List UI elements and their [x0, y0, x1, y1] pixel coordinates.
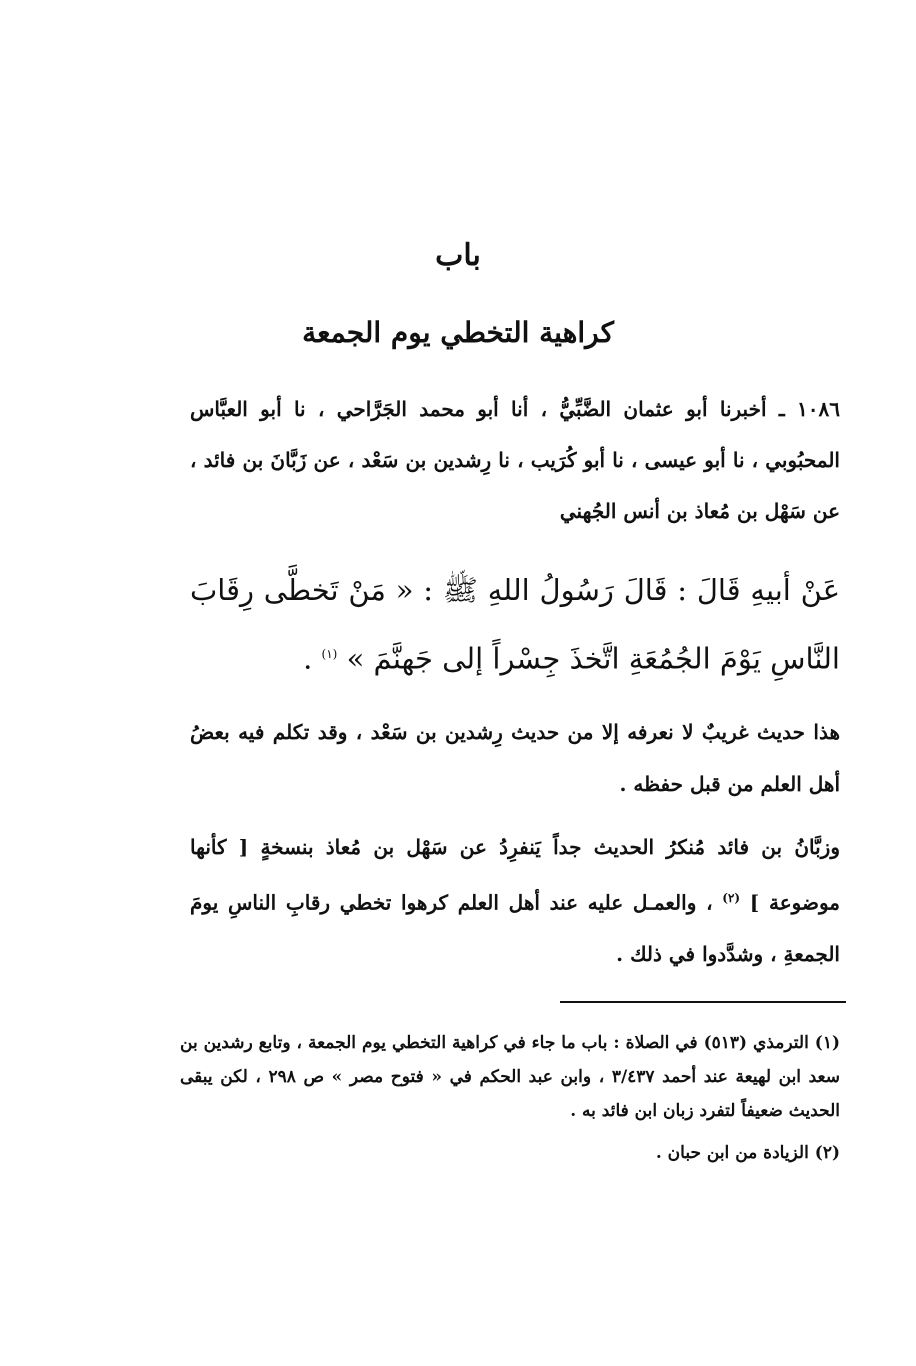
chapter-title: كراهية التخطي يوم الجمعة: [302, 316, 614, 349]
footnote-divider: [560, 1001, 846, 1003]
footnote-2: (٢) الزيادة من ابن حبان .: [655, 1143, 840, 1163]
footnotes: [180, 1026, 840, 1178]
footnote-ref-2: (٢): [722, 891, 741, 905]
chapter-heading: باب: [435, 238, 481, 273]
commentary-paragraph-1: هذا حديث غريبٌ لا نعرفه إلا من حديث رِشدين بن سَعْد ، وقد تكلم فيه بعضُ أهل العلم من قبل حفظه .: [190, 720, 840, 796]
footnote-1: (١) الترمذي (٥١٣) في الصلاة : باب ما جاء في كراهية التخطي يوم الجمعة ، وتابع رشدين بن سعد ابن لهيعة عند أحمد ٣/٤٣٧ ، وابن عبد الحكم في « فتوح مصر » ص ٢٩٨ ، لكن يبقى الحديث ضعيفاً لتفرد زبان ابن فائد به .: [180, 1033, 841, 1121]
commentary-paragraph-2-part2: ، والعمـل عليه عند أهل العلم كرهوا تخطي رقابِ الناسِ يومَ الجمعةِ ، وشدَّدوا في ذلك .: [190, 890, 840, 966]
footnote-ref-1: (١): [321, 647, 338, 661]
commentary-paragraph-2: [190, 822, 840, 980]
commentary-paragraph-2-part1: وزبَّانُ بن فائد مُنكرُ الحديث جداً يَنفرِدُ عن سَهْل بن مُعاذ بنسخةٍ [ كأنها موضوعة ]: [190, 835, 840, 915]
hadith-isnad: ١٠٨٦ ـ أخبرنا أبو عثمان الضَّبِّيُّ ، أنا أبو محمد الجَرَّاحي ، نا أبو العبَّاس المحبُوبي ، نا أبو عيسى ، نا أبو كُرَيب ، نا رِشدين بن سَعْد ، عن زَبَّانَ بن فائد ، عن سَهْل بن مُعاذ بن أنس الجُهني: [190, 397, 840, 523]
hadith-matn-end: .: [303, 641, 322, 676]
hadith-matn: [190, 558, 840, 691]
hadith-matn-text: عَنْ أبيهِ قَالَ : قَالَ رَسُولُ اللهِ ﷺ : « مَنْ تَخطَّى رِقَابَ النَّاسِ يَوْمَ الجُمُعَةِ اتَّخذَ جِسْراً إلى جَهنَّمَ »: [190, 573, 840, 676]
